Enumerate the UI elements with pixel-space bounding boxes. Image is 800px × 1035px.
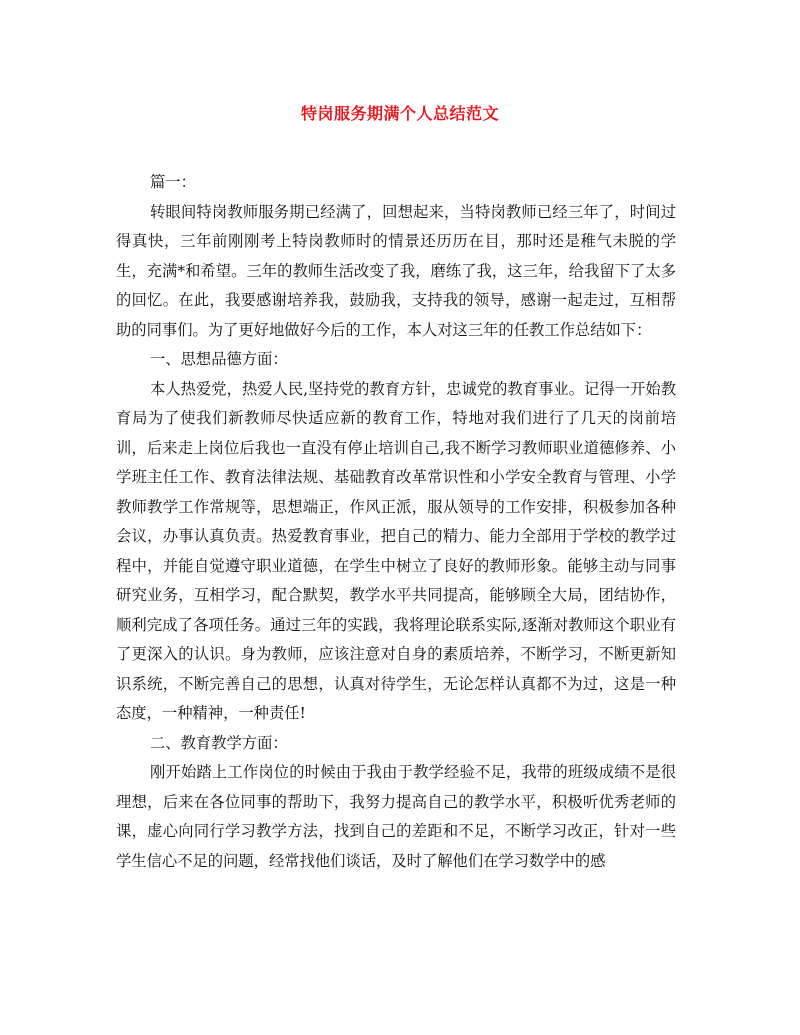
section-heading-ideology: 一、思想品德方面： xyxy=(150,350,288,368)
document-body xyxy=(116,168,676,876)
paragraph-heading-part-one: 篇一： xyxy=(150,173,196,191)
document-title: 特岗服务期满个人总结范文 xyxy=(300,104,499,123)
paragraph-teaching: 刚开始踏上工作岗位的时候由于我由于教学经验不足，我带的班级成绩不是很理想，后来在各位同事的帮助下，我努力提高自己的教学水平，积极听优秀老师的课，虚心向同行学习教学方法，找到自己的差距和不足，不断学习改正，针对一些学生信心不足的问题，经常找他们谈话，及时了解他们在学习数学中的感 xyxy=(116,763,676,870)
paragraph-intro: 转眼间特岗教师服务期已经满了，回想起来，当特岗教师已经三年了，时间过得真快，三年前刚刚考上特岗教师时的情景还历历在目，那时还是稚气未脱的学生，充满*和希望。三年的教师生活改变了我，磨练了我，这三年，给我留下了太多的回忆。在此，我要感谢培养我，鼓励我，支持我的领导，感谢一起走过，互相帮助的同事们。为了更好地做好今后的工作，本人对这三年的任教工作总结如下： xyxy=(116,202,676,339)
section-heading-teaching: 二、教育教学方面： xyxy=(150,733,288,752)
paragraph-ideology: 本人热爱党，热爱人民,坚持党的教育方针，忠诚党的教育事业。记得一开始教育局为了使我们新教师尽快适应新的教育工作，特地对我们进行了几天的岗前培训，后来走上岗位后我也一直没有停止培训自己,我不断学习教师职业道德修养、小学班主任工作、教育法律法规、基础教育改革常识性和小学安全教育与管理、小学教师教学工作常规等，思想端正，作风正派，服从领导的工作安排，积极参加各种会议，办事认真负责。热爱教育事业，把自己的精力、能力全部用于学校的教学过程中，并能自觉遵守职业道德，在学生中树立了良好的教师形象。能够主动与同事研究业务，互相学习，配合默契，教学水平共同提高，能够顾全大局，团结协作，顺利完成了各项任务。通过三年的实践，我将理论联系实际,逐渐对教师这个职业有了更深入的认识。身为教师，应该注意对自身的素质培养，不断学习，不断更新知识系统，不断完善自己的思想，认真对待学生，无论怎样认真都不为过，这是一种态度，一种精神，一种责任! xyxy=(116,379,676,722)
